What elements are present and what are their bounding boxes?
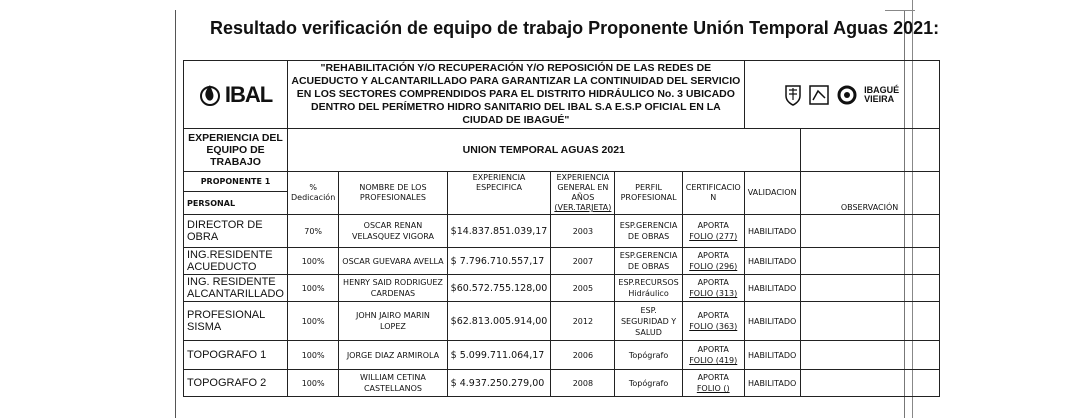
margin-tick: [885, 10, 915, 11]
specific-experience-header: EXPERIENCIA ESPECIFICA: [447, 172, 551, 215]
ibal-logo: [187, 82, 284, 108]
table-row: [184, 302, 940, 341]
observation-cell: [800, 275, 939, 302]
name-cell: OSCAR RENAN VELASQUEZ VIGORA: [339, 215, 447, 248]
observation-cell: [800, 215, 939, 248]
certification-cell: APORTA FOLIO (419): [682, 341, 744, 370]
observation-cell: [800, 341, 939, 370]
coat-of-arms-icon: [784, 83, 802, 107]
table-row: [184, 341, 940, 370]
validation-cell: HABILITADO: [744, 302, 800, 341]
profile-cell: ESP. SEGURIDAD Y SALUD: [615, 302, 682, 341]
ibal-logo-cell: [184, 61, 288, 129]
years-cell: 2012: [551, 302, 615, 341]
validation-header: VALIDACION: [744, 172, 800, 215]
general-experience-header: [551, 172, 615, 215]
validation-cell: HABILITADO: [744, 215, 800, 248]
empty-cell: [800, 129, 939, 172]
team-verification-table: [183, 60, 940, 397]
table-row: [184, 215, 940, 248]
profile-cell: Topógrafo: [615, 370, 682, 397]
validation-cell: HABILITADO: [744, 275, 800, 302]
table-row: [184, 248, 940, 275]
experience-cell: $ 7.796.710.557,17: [447, 248, 551, 275]
experience-label: EXPERIENCIA DEL EQUIPO DE TRABAJO: [184, 129, 288, 172]
table-row: [184, 275, 940, 302]
experience-cell: $60.572.755.128,00: [447, 275, 551, 302]
dedication-cell: 100%: [288, 341, 339, 370]
name-cell: WILLIAM CETINA CASTELLANOS: [339, 370, 447, 397]
profile-cell: ESP.RECURSOS Hidráulico: [615, 275, 682, 302]
observation-header: OBSERVACIÓN: [800, 172, 939, 215]
experience-cell: $14.837.851.039,17: [447, 215, 551, 248]
experience-cell: $ 4.937.250.279,00: [447, 370, 551, 397]
project-description: "REHABILITACIÓN Y/O RECUPERACIÓN Y/O REPOSICIÓN DE LAS REDES DE ACUEDUCTO Y ALCANTARILLADO PARA GARANTIZAR LA CONTINUIDAD DEL SERVICIO EN LOS SECTORES COMPRENDIDOS PARA EL DISTRITO HIDRÁULICO No. 3 UBICADO DENTRO DEL PERÍMETRO HIDRO SANITARIO DEL IBAL S.A E.S.P OFICIAL EN LA CIUDAD DE IBAGUÉ": [288, 61, 745, 129]
certification-cell: APORTA FOLIO (363): [682, 302, 744, 341]
role-cell: TOPOGRAFO 2: [184, 370, 288, 397]
certification-cell: APORTA FOLIO (277): [682, 215, 744, 248]
general-experience-label: EXPERIENCIA GENERAL EN AÑOS: [556, 173, 610, 202]
right-logos: [748, 83, 936, 107]
personal-header: PERSONAL: [184, 192, 288, 215]
header-row: [184, 61, 940, 129]
role-cell: TOPOGRAFO 1: [184, 341, 288, 370]
name-cell: OSCAR GUEVARA AVELLA: [339, 248, 447, 275]
profile-cell: ESP.GERENCIA DE OBRAS: [615, 248, 682, 275]
observation-cell: [800, 370, 939, 397]
profile-header: PERFIL PROFESIONAL: [615, 172, 682, 215]
table-row: [184, 370, 940, 397]
validation-cell: HABILITADO: [744, 370, 800, 397]
role-cell: PROFESIONAL SISMA: [184, 302, 288, 341]
certification-cell: APORTA FOLIO (296): [682, 248, 744, 275]
years-cell: 2008: [551, 370, 615, 397]
ibal-logo-text: IBAL: [224, 81, 273, 107]
observation-cell: [800, 302, 939, 341]
observation-cell: [800, 248, 939, 275]
proponente-header: PROPONENTE 1: [184, 172, 288, 192]
ibague-logo-icon: [836, 84, 858, 106]
role-cell: DIRECTOR DE OBRA: [184, 215, 288, 248]
experience-cell: $ 5.099.711.064,17: [447, 341, 551, 370]
validation-cell: HABILITADO: [744, 341, 800, 370]
dedication-cell: 100%: [288, 275, 339, 302]
profile-cell: Topógrafo: [615, 341, 682, 370]
name-cell: JOHN JAIRO MARIN LOPEZ: [339, 302, 447, 341]
role-cell: ING.RESIDENTE ACUEDUCTO: [184, 248, 288, 275]
years-cell: 2006: [551, 341, 615, 370]
drop-icon: [199, 82, 221, 108]
certification-cell: APORTA FOLIO (313): [682, 275, 744, 302]
proponent-name: UNION TEMPORAL AGUAS 2021: [288, 129, 801, 172]
years-cell: 2003: [551, 215, 615, 248]
ibague-vieira-logo-text: IBAGUÉ VIEIRA: [864, 84, 900, 104]
proponent-row: [184, 129, 940, 172]
column-header-row-1: [184, 172, 940, 192]
certification-cell: APORTA FOLIO (): [682, 370, 744, 397]
certification-header: CERTIFICACIO N: [682, 172, 744, 215]
years-cell: 2007: [551, 248, 615, 275]
name-cell: JORGE DIAZ ARMIROLA: [339, 341, 447, 370]
dedication-cell: 100%: [288, 370, 339, 397]
right-logos-cell: [744, 61, 939, 129]
years-cell: 2005: [551, 275, 615, 302]
role-cell: ING. RESIDENTE ALCANTARILLADO: [184, 275, 288, 302]
dedication-cell: 100%: [288, 248, 339, 275]
dedication-cell: 70%: [288, 215, 339, 248]
validation-cell: HABILITADO: [744, 248, 800, 275]
page-title: Resultado verificación de equipo de trabajo Proponente Unión Temporal Aguas 2021:: [210, 18, 940, 38]
name-cell: HENRY SAID RODRIGUEZ CARDENAS: [339, 275, 447, 302]
profile-cell: ESP.GERENCIA DE OBRAS: [615, 215, 682, 248]
emblem-icon: [808, 84, 830, 106]
dedication-header: % Dedicación: [288, 172, 339, 215]
general-experience-sub: (VER.TARJETA): [554, 203, 612, 212]
dedication-cell: 100%: [288, 302, 339, 341]
experience-cell: $62.813.005.914,00: [447, 302, 551, 341]
name-header: NOMBRE DE LOS PROFESIONALES: [339, 172, 447, 215]
